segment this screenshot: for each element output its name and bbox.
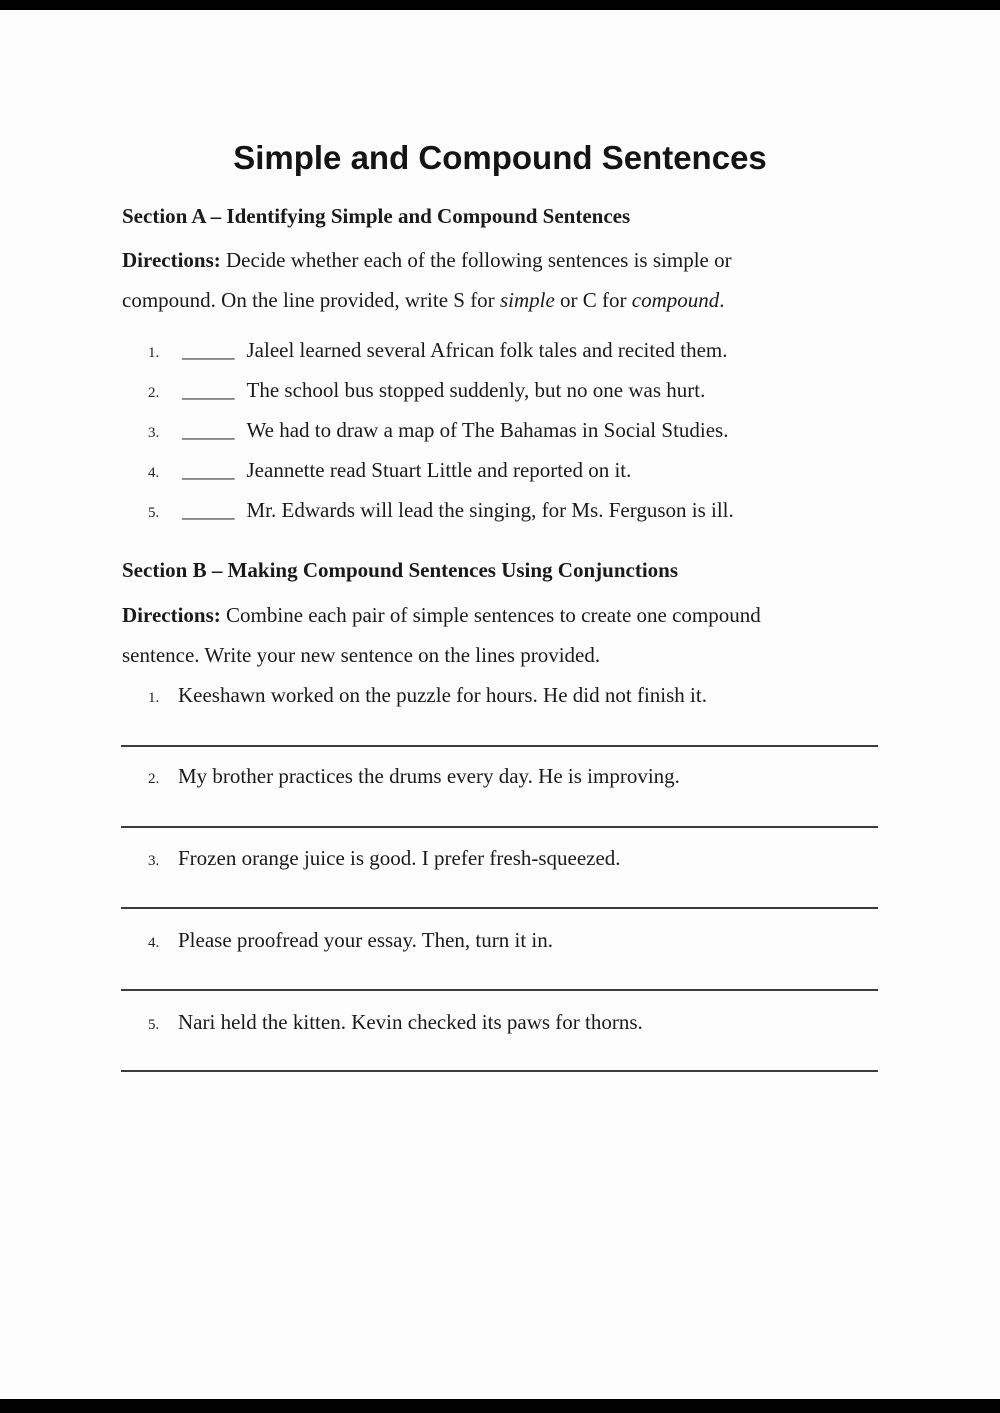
section-a-item: [122, 490, 910, 530]
section-a-heading: Section A – Identifying Simple and Compound Sentences: [122, 204, 631, 228]
section-a-item: [122, 450, 910, 490]
item-sentence: My brother practices the drums every day. He is improving.: [178, 764, 680, 788]
directions-text: compound. On the line provided, write S for: [122, 288, 500, 312]
directions-italic-word: compound: [631, 288, 720, 312]
directions-label: Directions:: [122, 248, 221, 272]
section-a-list: [122, 330, 910, 530]
item-sentence: Jaleel learned several African folk tales and recited them.: [246, 338, 728, 362]
item-sentence: Mr. Edwards will lead the singing, for Ms. Ferguson is ill.: [246, 498, 734, 522]
section-b-item: [122, 844, 910, 875]
item-sentence: Keeshawn worked on the puzzle for hours. He did not finish it.: [178, 683, 707, 707]
answer-line[interactable]: [121, 1070, 878, 1072]
item-number: 5.: [148, 1017, 160, 1033]
answer-line[interactable]: [121, 745, 878, 747]
directions-text: sentence. Write your new sentence on the lines provided.: [122, 643, 601, 667]
section-b-heading: Section B – Making Compound Sentences Using Conjunctions: [122, 558, 679, 582]
section-a-item: [122, 410, 910, 450]
item-number: 1.: [148, 690, 160, 706]
answer-line[interactable]: [121, 989, 878, 991]
page-title: Simple and Compound Sentences: [233, 139, 767, 177]
directions-text: .: [719, 288, 725, 312]
directions-text: Combine each pair of simple sentences to create one compound: [220, 603, 761, 627]
section-a-item: [122, 370, 910, 410]
bottom-edge-bar: [0, 1399, 1000, 1413]
item-number: 3.: [148, 853, 160, 869]
item-number: 5.: [148, 505, 160, 521]
section-b-item: [122, 926, 910, 957]
item-sentence: The school bus stopped suddenly, but no one was hurt.: [246, 378, 706, 402]
directions-text: or C for: [554, 288, 632, 312]
item-number: 4.: [148, 465, 160, 481]
answer-blank[interactable]: _____: [182, 378, 235, 402]
directions-italic-word: simple: [499, 288, 555, 312]
answer-blank[interactable]: _____: [182, 458, 235, 482]
item-number: 1.: [148, 345, 160, 361]
item-sentence: Please proofread your essay. Then, turn it in.: [178, 928, 553, 952]
answer-blank[interactable]: _____: [182, 498, 235, 522]
section-b-item: [122, 681, 910, 712]
directions-label: Directions:: [122, 603, 221, 627]
section-a-directions: [122, 240, 890, 320]
item-number: 4.: [148, 935, 160, 951]
answer-line[interactable]: [121, 826, 878, 828]
section-b-item: [122, 1008, 910, 1039]
section-b-directions: [122, 595, 890, 675]
answer-blank[interactable]: _____: [182, 418, 235, 442]
answer-line[interactable]: [121, 907, 878, 909]
item-sentence: Jeannette read Stuart Little and reported on it.: [246, 458, 632, 482]
item-sentence: Frozen orange juice is good. I prefer fresh-squeezed.: [178, 846, 621, 870]
item-number: 3.: [148, 425, 160, 441]
item-sentence: Nari held the kitten. Kevin checked its paws for thorns.: [178, 1010, 643, 1034]
item-number: 2.: [148, 771, 160, 787]
item-sentence: We had to draw a map of The Bahamas in Social Studies.: [246, 418, 729, 442]
section-a-item: [122, 330, 910, 370]
answer-blank[interactable]: _____: [182, 338, 235, 362]
item-number: 2.: [148, 385, 160, 401]
section-b-item: [122, 762, 910, 793]
directions-text: Decide whether each of the following sentences is simple or: [220, 248, 732, 272]
top-edge-bar: [0, 0, 1000, 10]
